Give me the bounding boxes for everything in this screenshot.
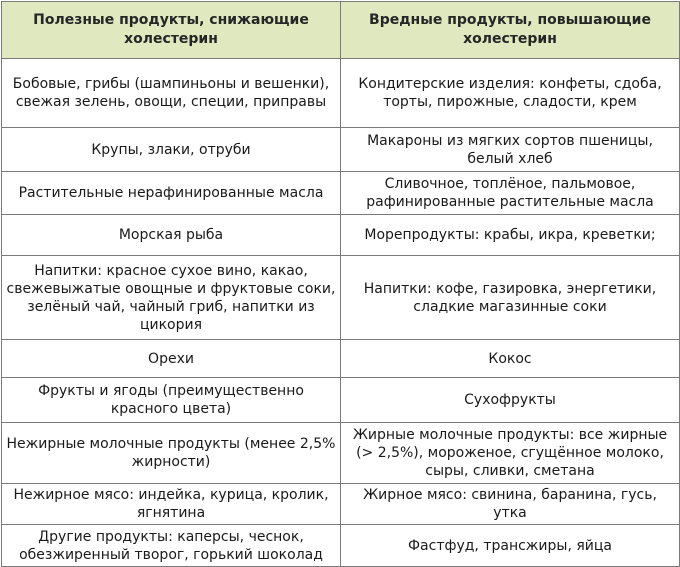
good-food-cell: Другие продукты: каперсы, чеснок, обезжиренный творог, горький шоколад: [2, 525, 341, 567]
good-food-cell: Нежирные молочные продукты (менее 2,5% жирности): [2, 423, 341, 484]
table-row: [2, 484, 680, 525]
bad-food-cell: Напитки: кофе, газировка, энергетики, сладкие магазинные соки: [341, 256, 680, 340]
bad-food-cell: Жирное мясо: свинина, баранина, гусь, утка: [341, 484, 680, 525]
table-row: [2, 256, 680, 340]
good-food-cell: Растительные нерафинированные масла: [2, 172, 341, 215]
good-food-cell: Нежирное мясо: индейка, курица, кролик, ягнятина: [2, 484, 341, 525]
bad-food-cell: Кокос: [341, 340, 680, 378]
table-row: [2, 340, 680, 378]
good-food-cell: Фрукты и ягоды (преимущественно красного цвета): [2, 378, 341, 423]
bad-food-cell: Морепродукты: крабы, икра, креветки;: [341, 215, 680, 256]
table-row: [2, 128, 680, 172]
table-row: [2, 378, 680, 423]
cholesterol-foods-table: [1, 1, 680, 567]
table-row: [2, 172, 680, 215]
bad-food-cell: Кондитерские изделия: конфеты, сдоба, торты, пирожные, сладости, крем: [341, 59, 680, 128]
header-row: [2, 2, 680, 59]
table-row: [2, 525, 680, 567]
good-food-cell: Крупы, злаки, отруби: [2, 128, 341, 172]
good-food-cell: Напитки: красное сухое вино, какао, свежевыжатые овощные и фруктовые соки, зелёный чай, чайный гриб, напитки из цикория: [2, 256, 341, 340]
table-body: [2, 59, 680, 567]
header-good-foods: Полезные продукты, снижающие холестерин: [2, 2, 341, 59]
table-row: [2, 215, 680, 256]
good-food-cell: Орехи: [2, 340, 341, 378]
header-bad-foods: Вредные продукты, повышающие холестерин: [341, 2, 680, 59]
good-food-cell: Морская рыба: [2, 215, 341, 256]
bad-food-cell: Жирные молочные продукты: все жирные (> 2,5%), мороженое, сгущённое молоко, сыры, сливки, сметана: [341, 423, 680, 484]
table-header: [2, 2, 680, 59]
good-food-cell: Бобовые, грибы (шампиньоны и вешенки), свежая зелень, овощи, специи, приправы: [2, 59, 341, 128]
bad-food-cell: Фастфуд, трансжиры, яйца: [341, 525, 680, 567]
table-row: [2, 423, 680, 484]
bad-food-cell: Макароны из мягких сортов пшеницы, белый хлеб: [341, 128, 680, 172]
table-row: [2, 59, 680, 128]
bad-food-cell: Сухофрукты: [341, 378, 680, 423]
bad-food-cell: Сливочное, топлёное, пальмовое, рафинированные растительные масла: [341, 172, 680, 215]
